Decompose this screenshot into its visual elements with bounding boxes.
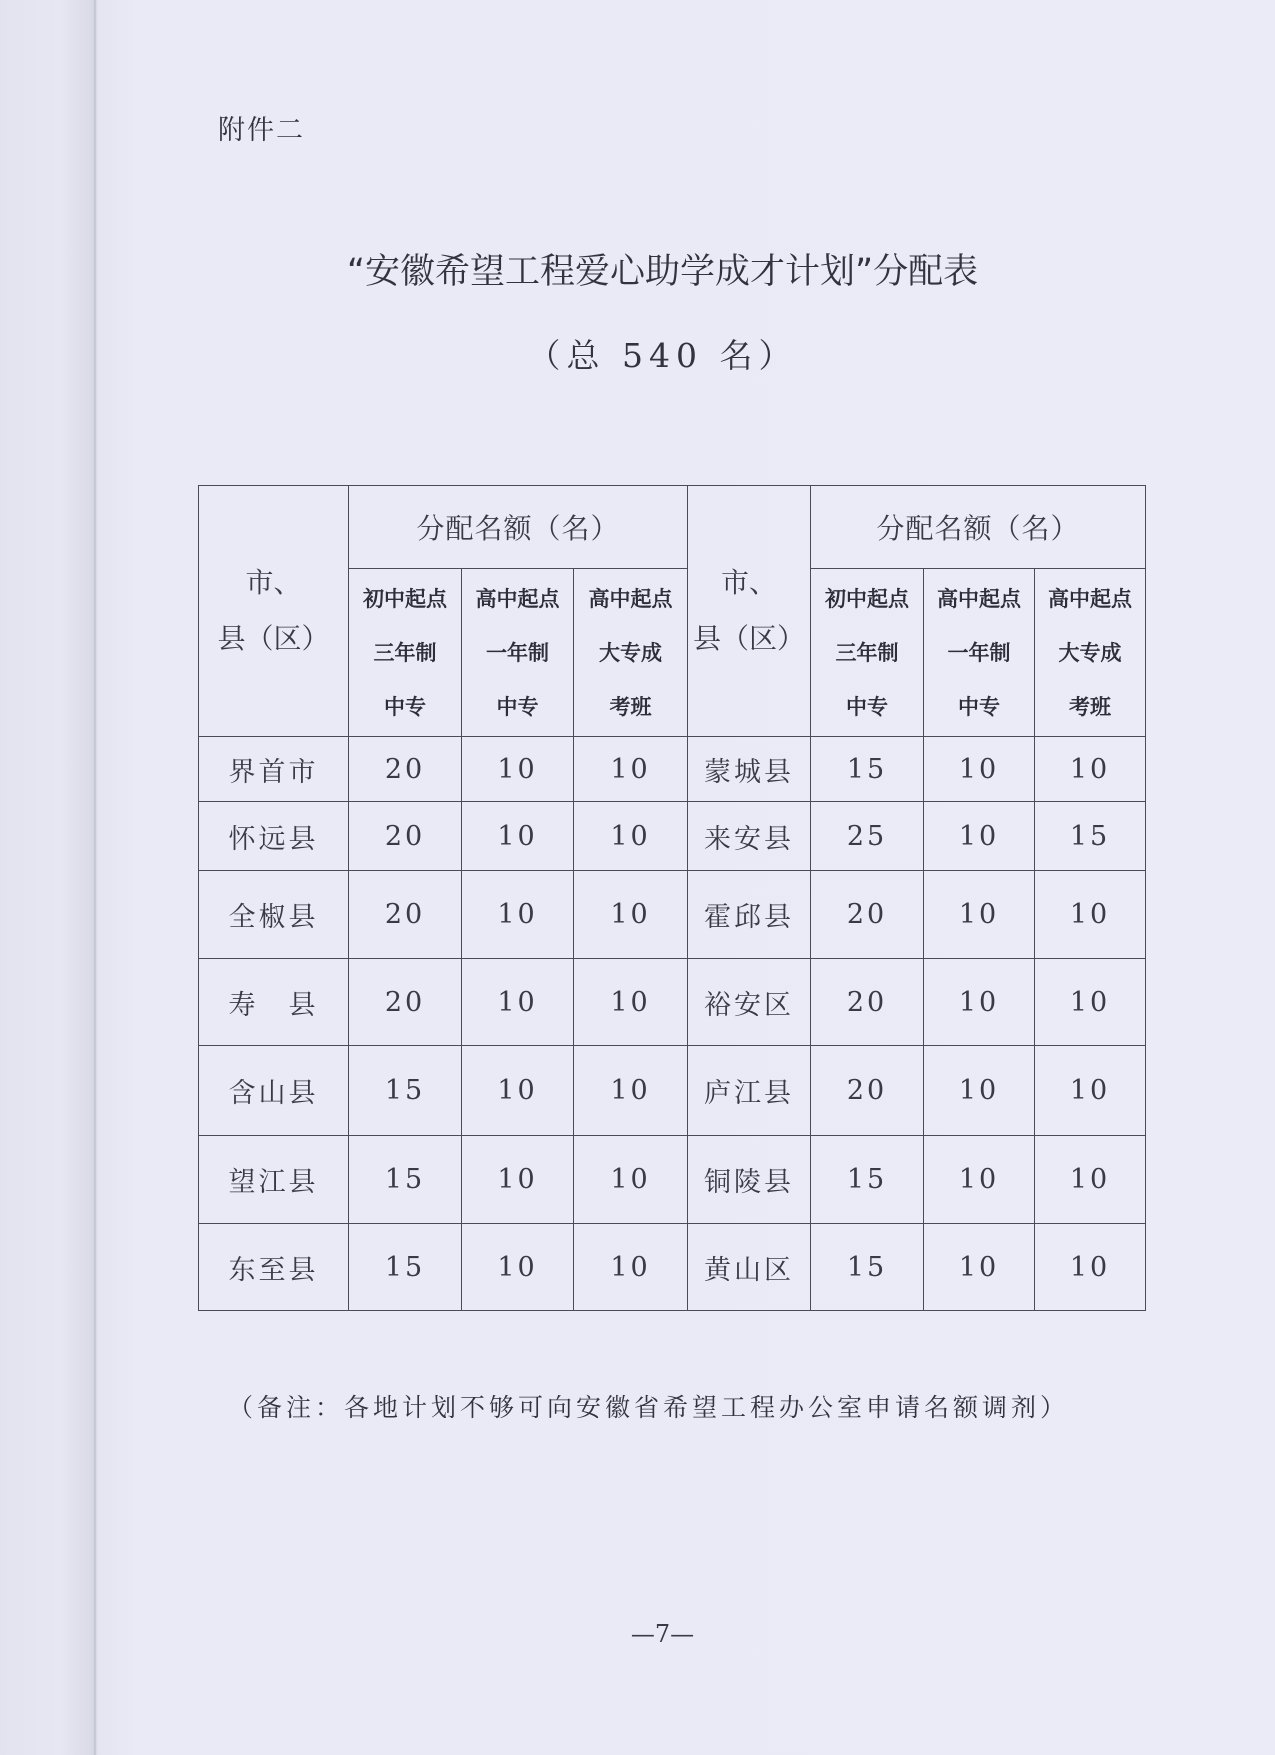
region-name: 来安县 — [688, 802, 811, 871]
region-name: 霍邱县 — [688, 871, 811, 959]
table-row — [199, 871, 1146, 959]
subheader-line: 初中起点 — [363, 586, 447, 611]
subheader-line: 高中起点 — [475, 586, 560, 611]
region-name: 全椒县 — [199, 871, 349, 959]
quota-senior-college: 10 — [1035, 1136, 1146, 1224]
quota-senior-1yr: 10 — [924, 802, 1035, 871]
table-row — [199, 1224, 1146, 1311]
quota-junior-3yr: 20 — [349, 871, 462, 959]
quota-senior-1yr: 10 — [462, 737, 574, 802]
table-row — [199, 959, 1146, 1046]
region-name: 黄山区 — [688, 1224, 811, 1311]
quota-senior-1yr: 10 — [462, 1136, 574, 1224]
table-row — [199, 1136, 1146, 1224]
subheader-left-3 — [574, 569, 688, 737]
quota-senior-college: 10 — [574, 959, 688, 1046]
region-header-line1: 市、 — [245, 566, 302, 599]
quota-junior-3yr: 15 — [811, 1136, 924, 1224]
region-header-left — [199, 486, 349, 737]
quota-senior-college: 10 — [574, 737, 688, 802]
quota-senior-1yr: 10 — [924, 1224, 1035, 1311]
subheader-line: 三年制 — [835, 640, 899, 665]
quota-junior-3yr: 20 — [349, 959, 462, 1046]
quota-junior-3yr: 20 — [811, 1046, 924, 1136]
quota-senior-college: 10 — [1035, 737, 1146, 802]
subheader-line: 一年制 — [486, 640, 549, 665]
subheader-line: 初中起点 — [825, 586, 910, 611]
quota-senior-1yr: 10 — [462, 1224, 574, 1311]
region-header-line2: 县（区） — [217, 622, 330, 655]
subheader-line: 高中起点 — [937, 586, 1022, 611]
subheader-line: 中专 — [846, 694, 889, 719]
quota-junior-3yr: 20 — [349, 802, 462, 871]
allocation-table — [198, 485, 1146, 1311]
quota-junior-3yr: 15 — [811, 1224, 924, 1311]
quota-junior-3yr: 15 — [349, 1136, 462, 1224]
table-row — [199, 737, 1146, 802]
subheader-line: 高中起点 — [1048, 586, 1133, 611]
quota-senior-1yr: 10 — [462, 871, 574, 959]
subheader-line: 中专 — [496, 694, 539, 719]
quota-senior-college: 15 — [1035, 802, 1146, 871]
quota-senior-college: 10 — [574, 1224, 688, 1311]
attachment-label: 附件二 — [218, 115, 305, 146]
quota-senior-college: 10 — [574, 1046, 688, 1136]
subheader-line: 中专 — [384, 694, 426, 719]
quota-senior-college: 10 — [574, 1136, 688, 1224]
region-name: 庐江县 — [688, 1046, 811, 1136]
subheader-line: 三年制 — [373, 640, 437, 665]
quota-senior-1yr: 10 — [462, 1046, 574, 1136]
region-header-line2: 县（区） — [693, 622, 806, 655]
quota-junior-3yr: 20 — [349, 737, 462, 802]
quota-senior-1yr: 10 — [924, 959, 1035, 1046]
quota-senior-1yr: 10 — [924, 871, 1035, 959]
quota-senior-1yr: 10 — [924, 1046, 1035, 1136]
subheader-line: 考班 — [1069, 694, 1112, 719]
subheader-line: 高中起点 — [588, 586, 673, 611]
quota-senior-college: 10 — [1035, 1224, 1146, 1311]
quota-senior-1yr: 10 — [462, 802, 574, 871]
region-name: 蒙城县 — [688, 737, 811, 802]
quota-junior-3yr: 15 — [811, 737, 924, 802]
document-title: “安徽希望工程爱心助学成才计划”分配表 — [346, 252, 979, 292]
quota-senior-college: 10 — [1035, 959, 1146, 1046]
footnote: （备注：各地计划不够可向安徽省希望工程办公室申请名额调剂） — [228, 1393, 1070, 1422]
region-name: 怀远县 — [199, 802, 349, 871]
region-name: 界首市 — [199, 737, 349, 802]
quota-group-header-right: 分配名额（名） — [811, 486, 1146, 569]
quota-group-header-left: 分配名额（名） — [349, 486, 688, 569]
quota-senior-1yr: 10 — [924, 1136, 1035, 1224]
quota-senior-college: 10 — [574, 802, 688, 871]
page-number: —7— — [630, 1620, 695, 1648]
region-name: 铜陵县 — [688, 1136, 811, 1224]
subheader-line: 一年制 — [947, 640, 1011, 665]
region-name: 裕安区 — [688, 959, 811, 1046]
region-name: 寿 县 — [199, 959, 349, 1046]
quota-senior-1yr: 10 — [462, 959, 574, 1046]
table-row — [199, 1046, 1146, 1136]
quota-junior-3yr: 15 — [349, 1224, 462, 1311]
subheader-line: 考班 — [609, 694, 652, 719]
subheader-line: 中专 — [958, 694, 1001, 719]
subheader-left-2 — [462, 569, 574, 737]
quota-senior-college: 10 — [574, 871, 688, 959]
subheader-right-2 — [924, 569, 1035, 737]
subheader-line: 大专成 — [1058, 640, 1122, 665]
quota-junior-3yr: 15 — [349, 1046, 462, 1136]
subheader-line: 大专成 — [599, 640, 662, 665]
document-subtitle: （总 540 名） — [527, 336, 798, 375]
quota-junior-3yr: 20 — [811, 959, 924, 1046]
table-row — [199, 802, 1146, 871]
region-name: 含山县 — [199, 1046, 349, 1136]
subheader-right-1 — [811, 569, 924, 737]
quota-junior-3yr: 25 — [811, 802, 924, 871]
subheader-left-1 — [349, 569, 462, 737]
region-name: 望江县 — [199, 1136, 349, 1224]
quota-senior-1yr: 10 — [924, 737, 1035, 802]
quota-junior-3yr: 20 — [811, 871, 924, 959]
region-header-right — [688, 486, 811, 737]
quota-senior-college: 10 — [1035, 1046, 1146, 1136]
subheader-right-3 — [1035, 569, 1146, 737]
quota-senior-college: 10 — [1035, 871, 1146, 959]
region-name: 东至县 — [199, 1224, 349, 1311]
header-row-group — [199, 486, 1146, 569]
region-header-line1: 市、 — [721, 566, 778, 599]
